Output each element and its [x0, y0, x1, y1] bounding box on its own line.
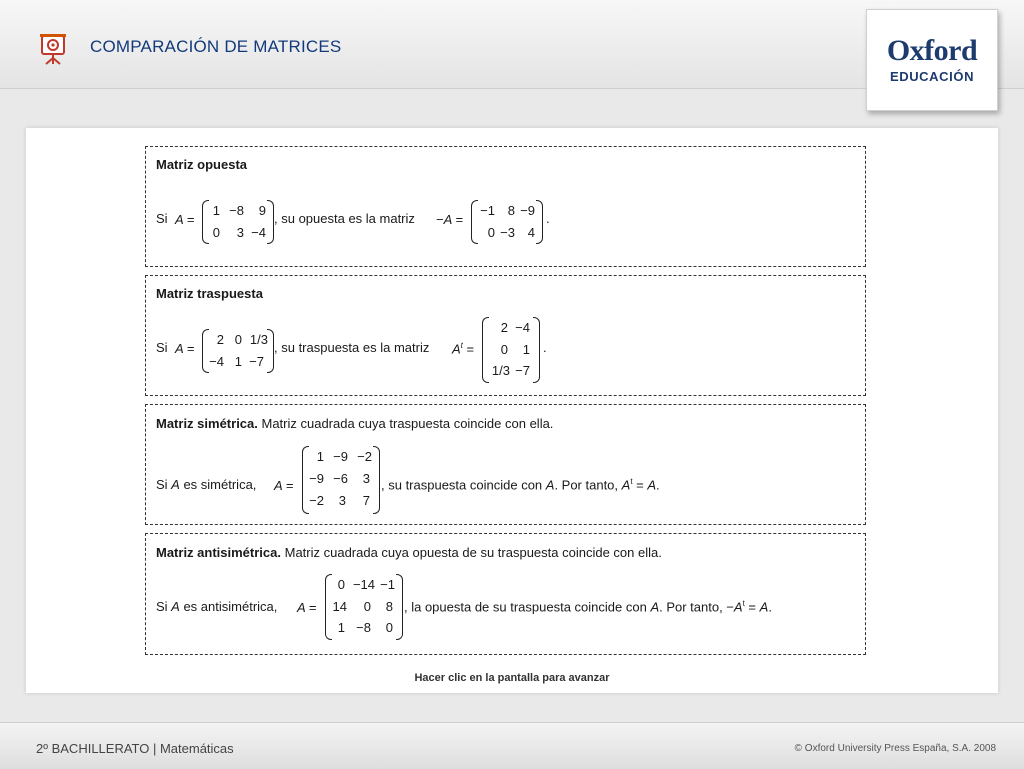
matrix-cell: −4 — [515, 320, 530, 335]
matrix-neg-a — [471, 200, 543, 244]
matrix-antisimetrica — [325, 574, 403, 640]
matrix-cell: 9 — [258, 203, 266, 218]
matrix-cell: −2 — [357, 449, 372, 464]
period: . — [546, 211, 550, 226]
matrix-cell: −4 — [251, 225, 266, 240]
bracket-right — [536, 200, 543, 244]
matrix-cell: 1/3 — [249, 332, 268, 347]
logo-educacion-text: EDUCACIÓN — [889, 69, 975, 84]
matrix-simetrica — [302, 446, 380, 514]
matrix-cell: −7 — [249, 354, 264, 369]
box-matriz-opuesta — [145, 146, 866, 267]
matrix-cell: −9 — [333, 449, 348, 464]
matrix-cell: −2 — [309, 493, 324, 508]
si-label: Si — [156, 211, 168, 226]
matrix-cell: 8 — [507, 203, 515, 218]
matrix-cell: −8 — [229, 203, 244, 218]
box-matriz-traspuesta — [145, 275, 866, 396]
bracket-right — [533, 317, 540, 383]
matrix-cell: 3 — [362, 471, 370, 486]
matrix-cell: 14 — [332, 599, 347, 614]
matrix-cell: 1 — [522, 342, 530, 357]
course-label: 2º BACHILLERATO | Matemáticas — [36, 741, 234, 756]
matrix-cell: 1 — [316, 449, 324, 464]
opuesta-text: , su opuesta es la matriz — [274, 211, 415, 226]
matrix-cell: 7 — [362, 493, 370, 508]
antisimetrica-conclusion-text: , la opuesta de su traspuesta coincide con A. Por tanto, $-A^t = A$. — [404, 599, 772, 615]
a-equals-label: A = — [274, 478, 294, 493]
period: . — [543, 340, 547, 355]
a-equals-label: A = — [175, 341, 195, 356]
matrix-cell: −1 — [480, 203, 495, 218]
matrix-a — [202, 200, 274, 244]
matrix-cell: 3 — [338, 493, 346, 508]
matrix-cell: 0 — [212, 225, 220, 240]
matrix-cell: 1 — [212, 203, 220, 218]
bracket-right — [267, 329, 274, 373]
bracket-right — [396, 574, 403, 640]
matrix-cell: −9 — [309, 471, 324, 486]
matrix-a — [202, 329, 274, 373]
matrix-cell: 0 — [385, 620, 393, 635]
matrix-cell: −8 — [356, 620, 371, 635]
matrix-cell: 1 — [337, 620, 345, 635]
matrix-cell: 0 — [337, 577, 345, 592]
logo-oxford-text: Oxford — [886, 34, 978, 67]
a-equals-label: A = — [297, 600, 317, 615]
bracket-right — [267, 200, 274, 244]
matrix-cell: 4 — [527, 225, 535, 240]
matrix-cell: 2 — [216, 332, 224, 347]
matrix-cell: 0 — [363, 599, 371, 614]
box-title: Matriz opuesta — [156, 157, 248, 172]
matrix-cell: 8 — [385, 599, 393, 614]
matrix-cell: −7 — [515, 363, 530, 378]
bracket-right — [373, 446, 380, 514]
matrix-cell: −3 — [500, 225, 515, 240]
matrix-cell: −14 — [352, 577, 375, 592]
copyright-text: © Oxford University Press España, S.A. 2008 — [794, 743, 996, 754]
a-equals-label: A = — [175, 212, 195, 227]
traspuesta-text: , su traspuesta es la matriz — [274, 340, 430, 355]
matrix-cell: 0 — [487, 225, 495, 240]
box-matriz-antisimetrica — [145, 533, 866, 655]
page-title: COMPARACIÓN DE MATRICES — [90, 37, 342, 56]
si-simetrica-text: Si A es simétrica, — [156, 477, 257, 492]
bottom-bar — [0, 722, 1024, 769]
matrix-cell: −1 — [380, 577, 395, 592]
at-equals-label: $A^t$ = — [452, 341, 475, 357]
content-panel[interactable] — [26, 128, 998, 693]
presentation-easel-icon — [38, 30, 68, 66]
matrix-cell: −6 — [333, 471, 348, 486]
matrix-cell: 2 — [500, 320, 508, 335]
matrix-at — [482, 317, 540, 383]
matrix-cell: 0 — [234, 332, 242, 347]
matrix-cell: −9 — [520, 203, 535, 218]
box-matriz-simetrica — [145, 404, 866, 525]
box-title: Matriz traspuesta — [156, 286, 263, 301]
oxford-logo — [866, 9, 998, 111]
matrix-cell: 0 — [500, 342, 508, 357]
matrix-cell: −4 — [209, 354, 224, 369]
box-title: Matriz antisimétrica. Matriz cuadrada cuya opuesta de su traspuesta coincide con ella. — [156, 545, 662, 560]
matrix-cell: 1 — [234, 354, 242, 369]
simetrica-conclusion-text: , su traspuesta coincide con A. Por tanto, $A^t = A$. — [381, 477, 660, 493]
si-antisimetrica-text: Si A es antisimétrica, — [156, 599, 278, 614]
advance-hint: Hacer clic en la pantalla para avanzar — [414, 672, 610, 684]
matrix-cell: 3 — [236, 225, 244, 240]
box-title: Matriz simétrica. Matriz cuadrada cuya traspuesta coincide con ella. — [156, 416, 554, 431]
si-label: Si — [156, 340, 168, 355]
matrix-cell: 1/3 — [491, 363, 510, 378]
neg-a-equals-label: −A = — [436, 212, 463, 227]
